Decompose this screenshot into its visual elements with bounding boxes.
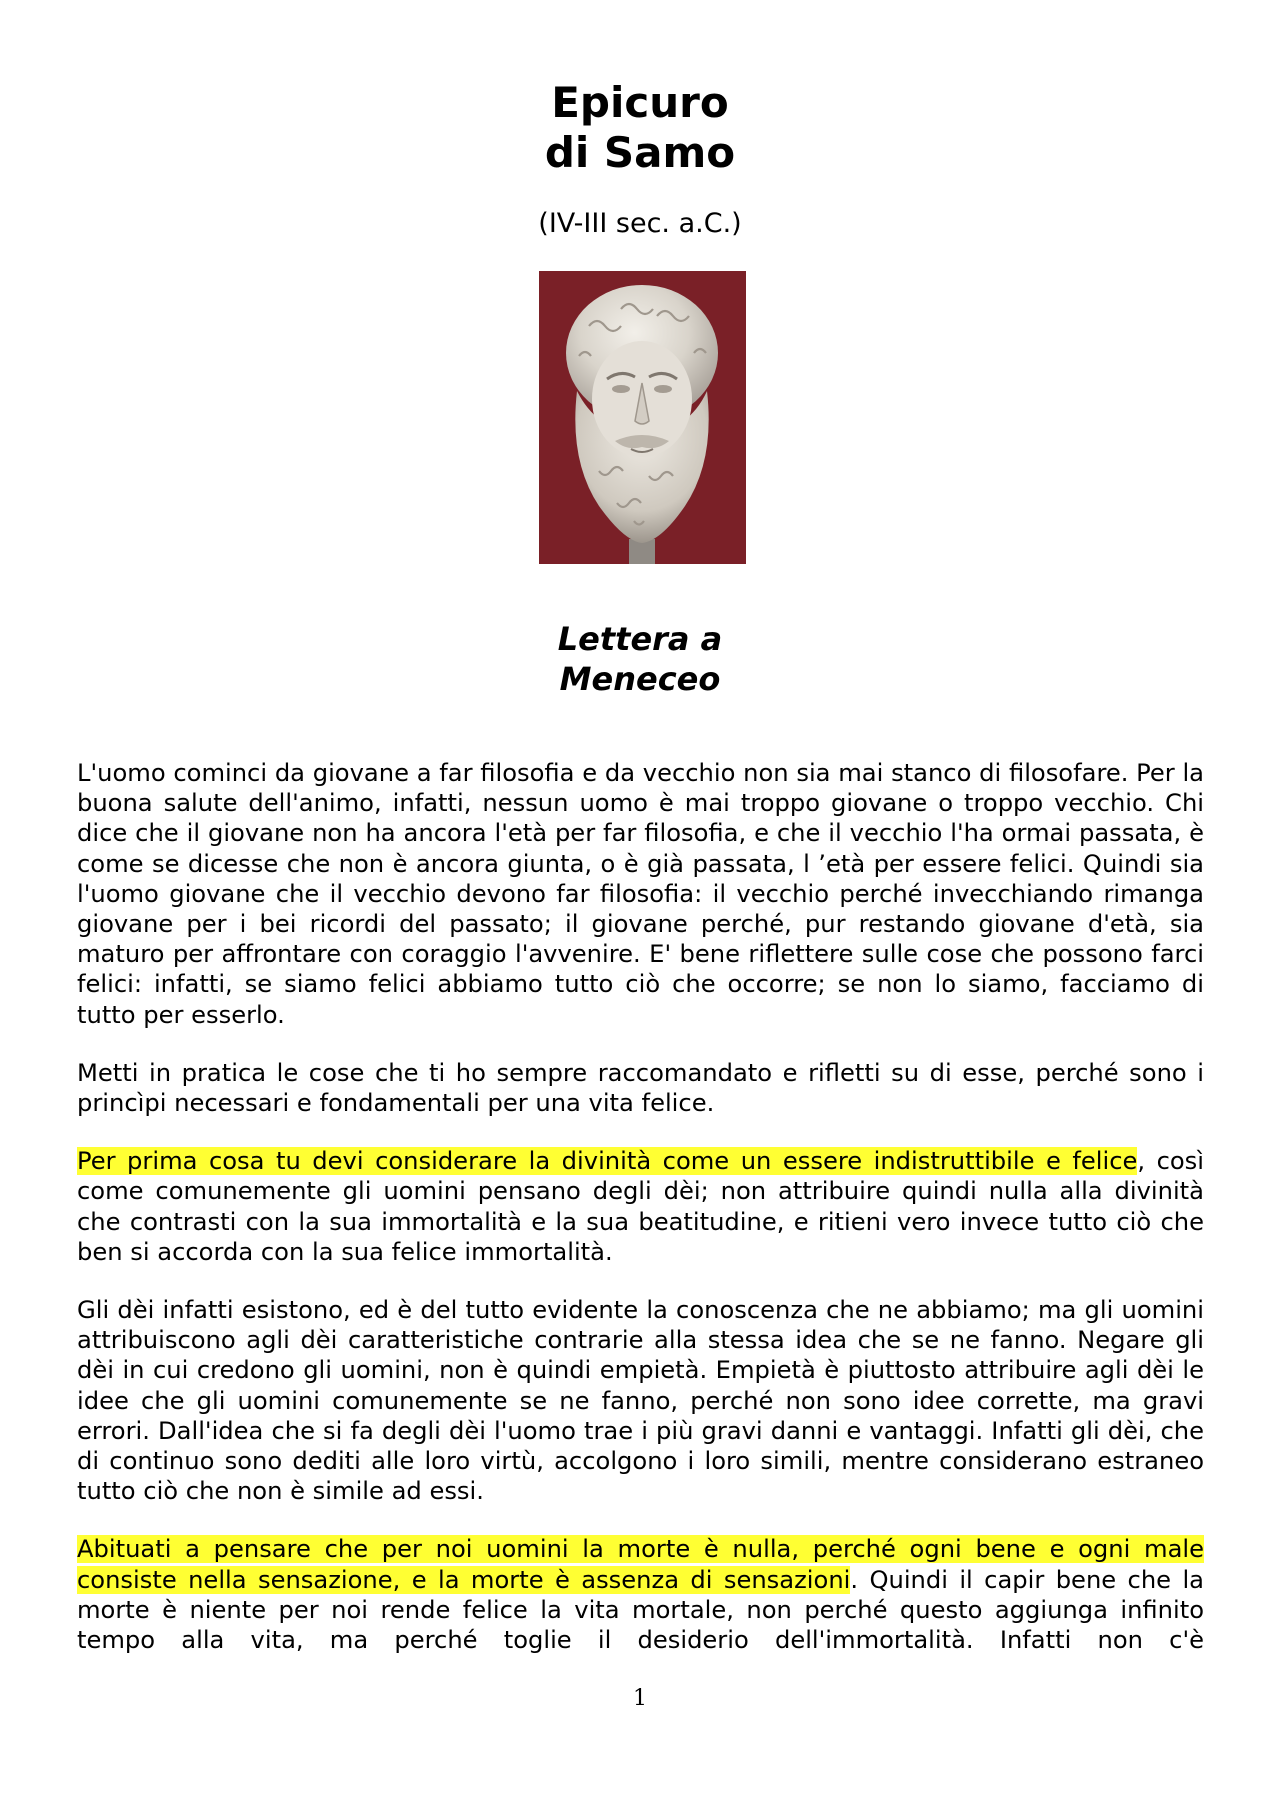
- page-number: 1: [633, 1686, 647, 1711]
- author-dates: (IV-III sec. a.C.): [538, 208, 742, 239]
- highlighted-text: Per prima cosa tu devi considerare la divinità come un essere indistruttibile e felice: [77, 1147, 1138, 1176]
- paragraph-3: [77, 1146, 1204, 1267]
- letter-body: [77, 758, 1204, 1683]
- epicurus-bust-icon: [539, 271, 746, 564]
- epicurus-bust-image: [539, 271, 746, 564]
- highlighted-text: Abituati a pensare che per noi uomini la morte è nulla, perché ogni bene e ogni male consiste nella sensazione, e la morte è assenza di sensazioni: [77, 1535, 1204, 1594]
- letter-title-line-2: Meneceo: [559, 660, 721, 698]
- title-line-2: di Samo: [544, 128, 736, 177]
- title-line-1: Epicuro: [551, 78, 729, 127]
- letter-title-line-1: Lettera a: [557, 620, 723, 658]
- paragraph-2: Metti in pratica le cose che ti ho sempre raccomandato e rifletti su di esse, perché sono i princìpi necessari e fondamentali per una vita felice.: [77, 1058, 1204, 1118]
- paragraph-1: L'uomo cominci da giovane a far filosofia e da vecchio non sia mai stanco di filosofare. Per la buona salute dell'animo, infatti, nessun uomo è mai troppo giovane o troppo vecchio. Chi dice che il giovane non ha ancora l'età per far filosofia, e che il vecchio l'ha ormai passata, è come se dicesse che non è ancora giunta, o è già passata, l ’età per essere felici. Quindi sia l'uomo giovane che il vecchio devono far filosofia: il vecchio perché invecchiando rimanga giovane per i bei ricordi del passato; il giovane perché, pur restando giovane d'età, sia maturo per affrontare con coraggio l'avvenire. E' bene riflettere sulle cose che possono farci felici: infatti, se siamo felici abbiamo tutto ciò che occorre; se non lo siamo, facciamo di tutto per esserlo.: [77, 759, 1204, 1029]
- paragraph-5-text: . Quindi il capir bene che la morte è niente per noi rende felice la vita mortale, non perché questo aggiunga infinito tempo alla vita, ma perché toglie il desiderio dell'immortalità. Infatti non c'è: [77, 1565, 1204, 1655]
- paragraph-4: Gli dèi infatti esistono, ed è del tutto evidente la conoscenza che ne abbiamo; ma gli uomini attribuiscono agli dèi caratteristiche contrarie alla stessa idea che se ne fanno. Negare gli dèi in cui credono gli uomini, non è quindi empietà. Empietà è piuttosto attribuire agli dèi le idee che gli uomini comunemente se ne fanno, perché non sono idee corrette, ma gravi errori. Dall'idea che si fa degli dèi l'uomo trae i più gravi danni e vantaggi. Infatti gli dèi, che di continuo sono dediti alle loro virtù, accolgono i loro simili, mentre considerano estraneo tutto ciò che non è simile ad essi.: [77, 1296, 1204, 1506]
- paragraph-3-text: , così come comunemente gli uomini pensano degli dèi; non attribuire quindi nulla alla divinità che contrasti con la sua immortalità e la sua beatitudine, e ritieni vero invece tutto ciò che ben si accorda con la sua felice immortalità.: [77, 1147, 1205, 1266]
- document-title: [0, 78, 1280, 178]
- paragraph-5: [77, 1534, 1204, 1655]
- letter-title: [0, 619, 1280, 699]
